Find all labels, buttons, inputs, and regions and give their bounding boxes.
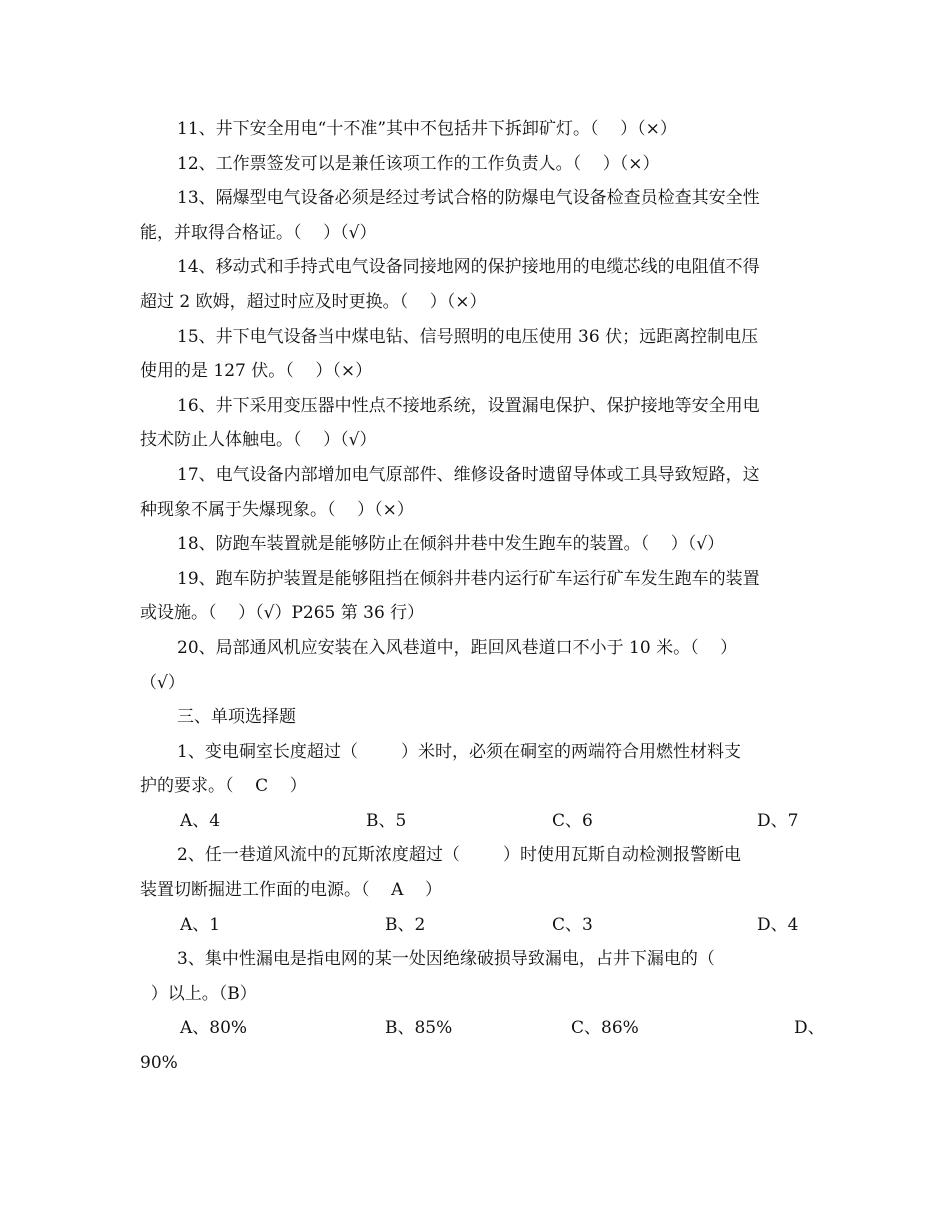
choice-question-3: 3、集中性漏电是指电网的某一处因绝缘破损导致漏电，占井下漏电的（ xyxy=(177,949,715,970)
option-d: D、7 xyxy=(757,810,799,831)
question-13-cont: 能，并取得合格证。（ ）（√） xyxy=(140,222,377,243)
option-a: A、1 xyxy=(180,914,221,935)
choice-1-options xyxy=(140,804,812,839)
choice-question-1: 1、变电硐室长度超过（ ）米时，必须在硐室的两端符合用燃性材料支 xyxy=(177,741,742,762)
question-17-cont: 种现象不属于失爆现象。（ ）（×） xyxy=(140,499,414,520)
option-b: B、5 xyxy=(366,810,407,831)
question-14-cont: 超过 2 欧姆，超过时应及时更换。（ ）（×） xyxy=(140,291,487,312)
question-12: 12、工作票签发可以是兼任该项工作的工作负责人。（ ）（×） xyxy=(177,153,660,174)
question-20-cont: （√） xyxy=(140,672,185,693)
question-18: 18、防跑车装置就是能够防止在倾斜井巷中发生跑车的装置。（ ）（√） xyxy=(177,534,725,555)
question-15: 15、井下电气设备当中煤电钻、信号照明的电压使用 36 伏；远距离控制电压 xyxy=(177,326,759,347)
question-19: 19、跑车防护装置是能够阻挡在倾斜井巷内运行矿车运行矿车发生跑车的装置 xyxy=(177,568,760,589)
question-19-cont: 或设施。（ ）（√）P265 第 36 行） xyxy=(140,603,425,624)
choice-question-1-cont: 护的要求。（ C ） xyxy=(140,776,307,797)
option-a: A、80% xyxy=(180,1018,248,1039)
question-14: 14、移动式和手持式电气设备同接地网的保护接地用的电缆芯线的电阻值不得 xyxy=(177,257,760,278)
option-a: A、4 xyxy=(180,810,221,831)
question-15-cont: 使用的是 127 伏。（ ）（×） xyxy=(140,361,373,382)
option-d: D、 xyxy=(794,1018,825,1039)
choice-question-3-option-d-cont: 90% xyxy=(140,1053,178,1074)
choice-question-3-cont: ）以上。（B） xyxy=(140,983,257,1004)
question-16-cont: 技术防止人体触电。（ ）（√） xyxy=(140,430,377,451)
document-page xyxy=(140,112,825,1081)
option-b: B、85% xyxy=(385,1018,453,1039)
question-20: 20、局部通风机应安装在入风巷道中，距回风巷道口不小于 10 米。（ ） xyxy=(177,637,738,658)
choice-3-options xyxy=(140,1011,825,1046)
option-d: D、4 xyxy=(757,914,799,935)
option-b: B、2 xyxy=(385,914,426,935)
question-13: 13、隔爆型电气设备必须是经过考试合格的防爆电气设备检查员检查其安全性 xyxy=(177,188,760,209)
question-17: 17、电气设备内部增加电气原部件、维修设备时遗留导体或工具导致短路，这 xyxy=(177,464,760,485)
option-c: C、3 xyxy=(552,914,593,935)
question-16: 16、井下采用变压器中性点不接地系统，设置漏电保护、保护接地等安全用电 xyxy=(177,395,760,416)
section-title: 三、单项选择题 xyxy=(177,707,296,728)
choice-question-2: 2、任一巷道风流中的瓦斯浓度超过（ ）时使用瓦斯自动检测报警断电 xyxy=(177,845,742,866)
choice-2-options xyxy=(140,908,812,943)
option-c: C、86% xyxy=(571,1018,639,1039)
choice-question-2-cont: 装置切断掘进工作面的电源。（ A ） xyxy=(140,880,443,901)
option-c: C、6 xyxy=(552,810,593,831)
question-11: 11、井下安全用电“十不准”其中不包括井下拆卸矿灯。（ ）（×） xyxy=(177,119,677,139)
